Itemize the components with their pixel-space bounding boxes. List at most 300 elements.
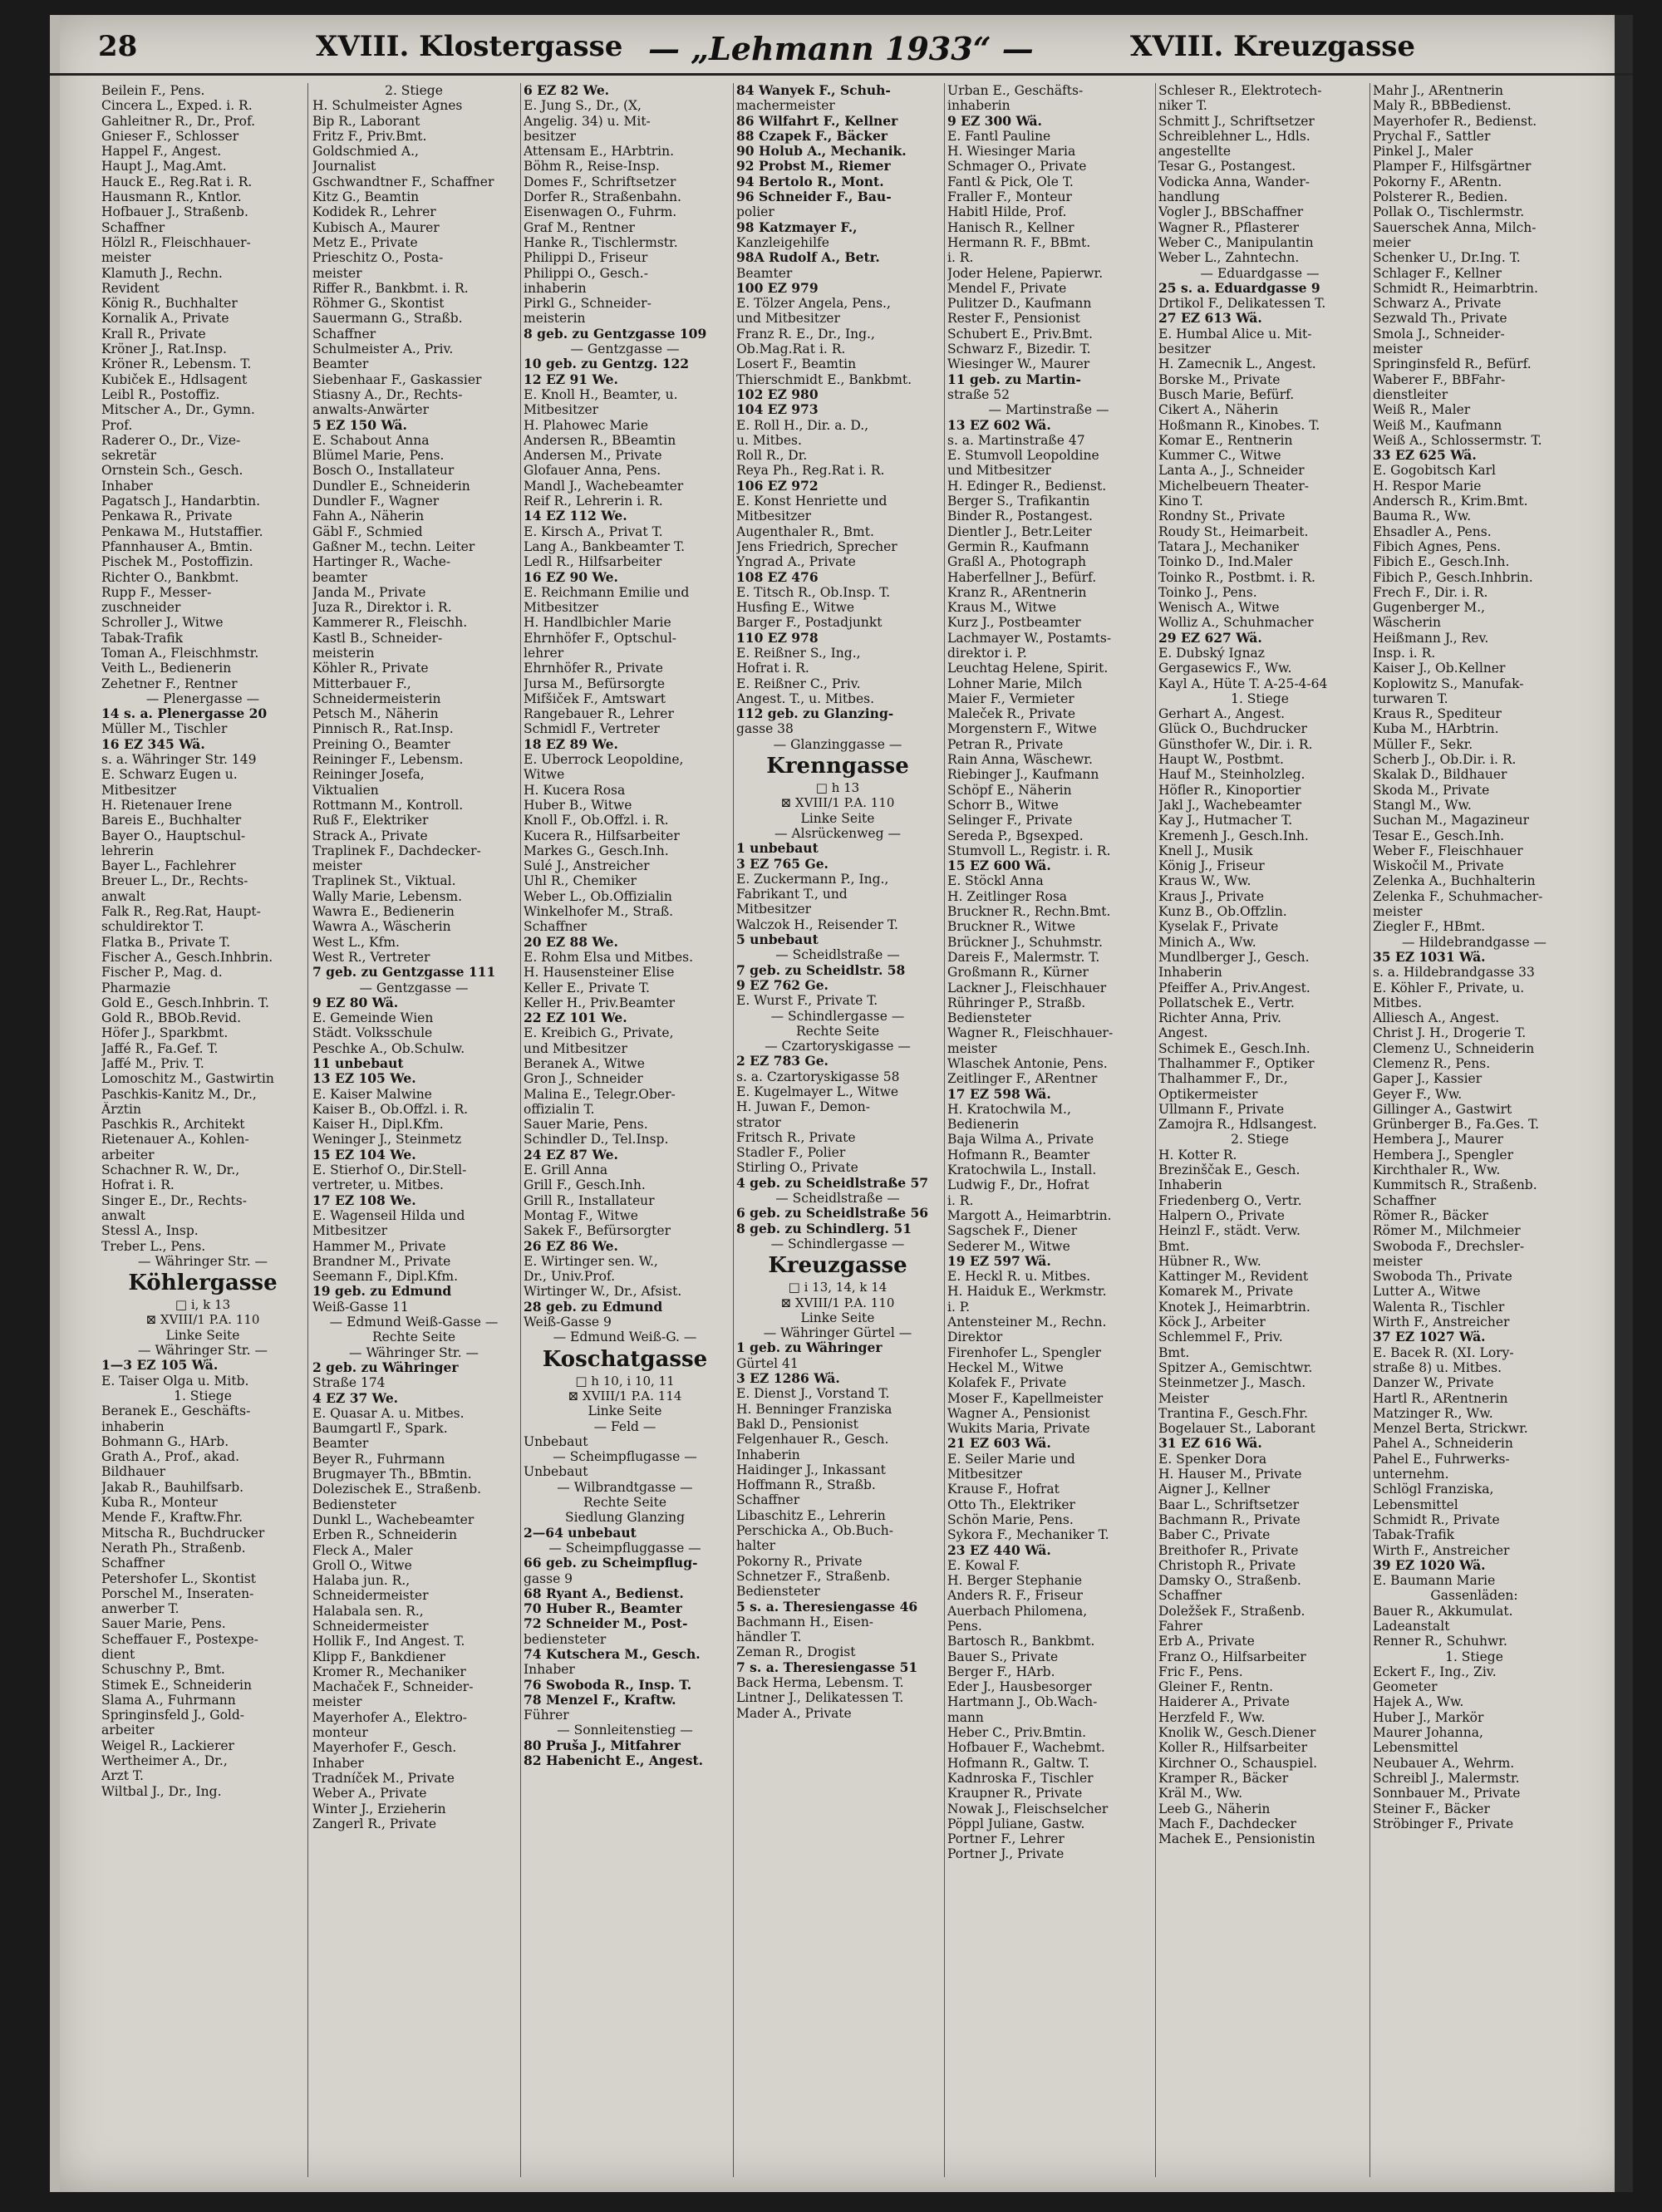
directory-entry: Hembera J., Spengler xyxy=(1373,1147,1514,1163)
directory-entry: Inhaberin xyxy=(1158,1177,1222,1193)
directory-entry: Kodidek R., Lehrer xyxy=(312,204,436,220)
directory-entry: ⊠ XVIII/1 P.A. 110 xyxy=(780,795,895,811)
directory-entry: Prychal F., Sattler xyxy=(1373,128,1491,144)
directory-entry: 29 EZ 627 Wä. xyxy=(1158,630,1262,646)
directory-entry: Firenhofer L., Spengler xyxy=(947,1344,1102,1360)
directory-entry: Lebensmittel xyxy=(1373,1497,1458,1512)
directory-entry: Schenker U., Dr.Ing. T. xyxy=(1373,250,1521,266)
directory-entry: polier xyxy=(736,204,774,220)
directory-entry: Komarek M., Private xyxy=(1158,1284,1294,1300)
directory-entry: Bauma R., Ww. xyxy=(1373,509,1472,524)
directory-entry: Huber B., Witwe xyxy=(524,797,632,813)
directory-entry: E. Reichmann Emilie und xyxy=(524,584,690,600)
directory-entry: Ledl R., Hilfsarbeiter xyxy=(524,554,662,570)
directory-entry: Günsthofer W., Dir. i. R. xyxy=(1158,736,1313,752)
directory-entry: Springinsfeld R., Befürf. xyxy=(1373,356,1532,372)
directory-entry: s. a. Hildebrandgasse 33 xyxy=(1373,965,1535,981)
directory-entry: Kino T. xyxy=(1158,494,1203,509)
directory-entry: Zeitlinger F., ARentner xyxy=(947,1071,1098,1087)
directory-entry: Schöpf E., Näherin xyxy=(947,782,1072,798)
directory-entry: E. Schabout Anna xyxy=(312,432,430,448)
directory-entry: Führer xyxy=(524,1708,569,1723)
directory-entry: Philippi O., Gesch.- xyxy=(524,265,648,281)
directory-entry: 6 geb. zu Scheidlstraße 56 xyxy=(736,1206,929,1222)
directory-entry: Rupp F., Messer- xyxy=(101,584,212,600)
directory-entry: Mitbesitzer xyxy=(312,1223,388,1239)
directory-entry: Fahn A., Näherin xyxy=(312,509,425,524)
directory-entry: Damsky O., Straßenb. xyxy=(1158,1573,1301,1589)
directory-entry: Schleser R., Elektrotech- xyxy=(1158,83,1322,98)
directory-entry: Mitbesitzer xyxy=(736,509,812,524)
directory-entry: Maly R., BBBedienst. xyxy=(1373,98,1512,114)
directory-entry: Wukits Maria, Private xyxy=(947,1421,1090,1437)
column-divider xyxy=(520,83,521,2177)
directory-entry: 94 Bertolo R., Mont. xyxy=(736,174,884,189)
directory-entry: 74 Kutschera M., Gesch. xyxy=(524,1646,701,1662)
directory-entry: Inhaber xyxy=(312,1755,364,1771)
directory-entry: Bareis E., Buchhalter xyxy=(101,813,242,828)
directory-entry: Joder Helene, Papierwr. xyxy=(947,265,1104,281)
directory-entry: Hofrat i. R. xyxy=(101,1177,175,1193)
directory-entry: Kratochwila L., Install. xyxy=(947,1163,1097,1178)
directory-entry: Germin R., Kaufmann xyxy=(947,538,1089,554)
directory-entry: besitzer xyxy=(524,128,576,144)
directory-entry: Brezinščak E., Gesch. xyxy=(1158,1163,1301,1178)
directory-entry: Stadler F., Polier xyxy=(736,1145,846,1161)
directory-entry: dient xyxy=(101,1646,135,1662)
directory-entry: lehrerin xyxy=(101,843,155,858)
directory-entry: Kucera R., Hilfsarbeiter xyxy=(524,828,680,843)
directory-entry: Weiß-Gasse 9 xyxy=(524,1315,612,1330)
directory-entry: 1. Stiege xyxy=(1231,691,1289,706)
directory-entry: Beamter xyxy=(312,356,369,372)
directory-entry: 15 EZ 104 We. xyxy=(312,1147,416,1163)
directory-entry: Eckert F., Ing., Ziv. xyxy=(1373,1664,1497,1679)
directory-entry: Erb A., Private xyxy=(1158,1634,1255,1649)
directory-entry: Lutter A., Witwe xyxy=(1373,1284,1481,1300)
directory-entry: Penkawa R., Private xyxy=(101,509,233,524)
directory-entry: Schlögl Franziska, xyxy=(1373,1482,1494,1497)
directory-entry: 98 Katzmayer F., xyxy=(736,219,858,235)
directory-entry: Kay J., Hutmacher T. xyxy=(1158,813,1293,828)
directory-entry: Maleček R., Private xyxy=(947,706,1076,722)
directory-entry: Schmitt J., Schriftsetzer xyxy=(1158,113,1315,129)
street-heading: Krenngasse xyxy=(766,754,909,779)
street-heading: Köhlergasse xyxy=(128,1271,278,1296)
directory-entry: Breuer L., Dr., Rechts- xyxy=(101,873,248,889)
directory-entry: Brugmayer Th., BBmtin. xyxy=(312,1467,472,1482)
directory-entry: Jaffé M., Priv. T. xyxy=(101,1056,204,1071)
directory-entry: Herzfeld F., Ww. xyxy=(1158,1709,1266,1725)
directory-entry: Andersen M., Private xyxy=(524,448,662,464)
directory-entry: s. a. Martinstraße 47 xyxy=(947,432,1085,448)
directory-entry: Hofbauer F., Wachebmt. xyxy=(947,1740,1105,1756)
header-left-title: XVIII. Klostergasse xyxy=(316,30,623,63)
directory-entry: Pahel E., Fuhrwerks- xyxy=(1373,1451,1510,1467)
directory-entry: Inhaber xyxy=(524,1662,575,1678)
column-divider xyxy=(944,83,945,2177)
directory-entry: 1. Stiege xyxy=(1445,1649,1503,1664)
directory-entry: Schmager O., Private xyxy=(947,159,1087,175)
directory-entry: E. Kugelmayer L., Witwe xyxy=(736,1084,899,1099)
directory-entry: Hammer M., Private xyxy=(312,1238,446,1254)
directory-entry: — Sonnleitenstieg — xyxy=(557,1723,693,1738)
directory-entry: Erben R., Schneiderin xyxy=(312,1527,458,1543)
directory-entry: Haupt W., Postbmt. xyxy=(1158,752,1284,768)
directory-entry: H. Kucera Rosa xyxy=(524,782,626,798)
directory-entry: Klipp F., Bankdiener xyxy=(312,1649,446,1664)
directory-entry: Losert F., Beamtin xyxy=(736,356,857,372)
directory-entry: Hoßmann R., Kinobes. T. xyxy=(1158,417,1320,433)
column-4 xyxy=(736,83,939,2177)
directory-entry: Berger S., Trafikantin xyxy=(947,494,1090,509)
directory-entry: meister xyxy=(312,265,362,281)
directory-entry: 76 Swoboda R., Insp. T. xyxy=(524,1677,692,1693)
directory-entry: bediensteter xyxy=(524,1631,607,1647)
directory-entry: Schaffner xyxy=(1373,1192,1437,1208)
directory-entry: Bediensteter xyxy=(736,1584,820,1600)
directory-entry: Unbebaut xyxy=(524,1464,588,1480)
directory-entry: Kayl A., Hüte T. A-25-4-64 xyxy=(1158,676,1328,691)
directory-entry: Sulé J., Anstreicher xyxy=(524,858,650,874)
directory-entry: Raderer O., Dr., Vize- xyxy=(101,432,241,448)
directory-entry: Angelig. 34) u. Mit- xyxy=(524,113,651,129)
directory-entry: Heber C., Priv.Bmtin. xyxy=(947,1725,1087,1741)
directory-entry: 14 s. a. Plenergasse 20 xyxy=(101,706,268,722)
directory-entry: Fischer P., Mag. d. xyxy=(101,965,223,981)
directory-entry: — Scheidlstraße — xyxy=(775,1191,900,1207)
directory-entry: Angest. xyxy=(1158,1025,1208,1041)
directory-entry: Sauerschek Anna, Milch- xyxy=(1373,219,1537,235)
directory-entry: Weiß A., Schlossermstr. T. xyxy=(1373,432,1542,448)
directory-entry: 23 EZ 440 Wä. xyxy=(947,1542,1051,1558)
directory-entry: gasse 9 xyxy=(524,1571,573,1586)
directory-entry: Linke Seite xyxy=(588,1403,662,1419)
directory-entry: E. Heckl R. u. Mitbes. xyxy=(947,1269,1091,1285)
directory-entry: — Währinger Str. — xyxy=(349,1344,479,1360)
directory-entry: 11 unbebaut xyxy=(312,1056,404,1071)
directory-entry: — Edmund Weiß-Gasse — xyxy=(329,1315,499,1330)
directory-entry: 90 Holub A., Mechanik. xyxy=(736,144,907,160)
directory-entry: 8 geb. zu Gentzgasse 109 xyxy=(524,326,707,342)
directory-entry: E. Humbal Alice u. Mit- xyxy=(1158,326,1312,342)
directory-entry: Lebensmittel xyxy=(1373,1740,1458,1756)
header-center-title: — „Lehmann 1933“ — xyxy=(648,30,1034,67)
directory-entry: H. Zamecnik L., Angest. xyxy=(1158,356,1316,372)
directory-entry: und Mitbesitzer xyxy=(736,311,840,327)
directory-entry: Mende F., Kraftw.Fhr. xyxy=(101,1510,243,1526)
directory-entry: 28 geb. zu Edmund xyxy=(524,1299,663,1315)
directory-entry: Markes G., Gesch.Inh. xyxy=(524,843,669,858)
directory-entry: Malina E., Telegr.Ober- xyxy=(524,1086,676,1102)
directory-entry: Wawra A., Wäscherin xyxy=(312,919,451,935)
directory-entry: Hembera J., Maurer xyxy=(1373,1132,1503,1148)
directory-entry: H. Kotter R. xyxy=(1158,1147,1237,1163)
directory-entry: schuldirektor T. xyxy=(101,919,204,935)
directory-entry: Tesar G., Postangest. xyxy=(1158,159,1296,175)
directory-entry: Weiß-Gasse 11 xyxy=(312,1299,409,1315)
directory-entry: 13 EZ 602 Wä. xyxy=(947,417,1051,433)
directory-entry: Toinko R., Postbmt. i. R. xyxy=(1158,569,1315,585)
directory-entry: — Edmund Weiß-G. — xyxy=(553,1330,697,1345)
directory-entry: Rietenauer A., Kohlen- xyxy=(101,1132,249,1148)
directory-entry: Keller H., Priv.Beamter xyxy=(524,995,676,1010)
directory-entry: Auerbach Philomena, xyxy=(947,1603,1088,1619)
directory-entry: Mifšiček F., Amtswart xyxy=(524,691,666,706)
directory-entry: beamter xyxy=(312,569,367,585)
directory-entry: 72 Schneider M., Post- xyxy=(524,1616,688,1632)
directory-entry: strator xyxy=(736,1114,781,1130)
directory-entry: Richter O., Bankbmt. xyxy=(101,569,239,585)
directory-entry: H. Schulmeister Agnes xyxy=(312,98,463,114)
directory-entry: 78 Menzel F., Kraftw. xyxy=(524,1692,676,1708)
directory-entry: Hoffmann R., Straßb. xyxy=(736,1477,876,1493)
directory-entry: Kaiser B., Ob.Offzl. i. R. xyxy=(312,1101,469,1117)
directory-entry: E. Stierhof O., Dir.Stell- xyxy=(312,1163,467,1178)
directory-entry: Springinsfeld J., Gold- xyxy=(101,1708,245,1723)
directory-entry: Köhler R., Private xyxy=(312,661,429,676)
directory-entry: Jakl J., Wachebeamter xyxy=(1158,797,1302,813)
directory-entry: Strack A., Private xyxy=(312,828,428,843)
directory-entry: Fahrer xyxy=(1158,1618,1202,1634)
directory-entry: Happel F., Angest. xyxy=(101,144,222,160)
directory-entry: Schubert E., Priv.Bmt. xyxy=(947,326,1093,342)
directory-entry: Schneidermeister xyxy=(312,1618,429,1634)
directory-entry: Pirkl G., Schneider- xyxy=(524,296,652,312)
directory-entry: Ullmann F., Private xyxy=(1158,1101,1285,1117)
directory-entry: Lintner J., Delikatessen T. xyxy=(736,1690,904,1706)
directory-entry: 106 EZ 972 xyxy=(736,478,819,494)
directory-entry: Felgenhauer R., Gesch. xyxy=(736,1432,889,1448)
directory-entry: Wally Marie, Lebensm. xyxy=(312,888,463,904)
directory-entry: unternehm. xyxy=(1373,1467,1449,1482)
directory-entry: 4 geb. zu Scheidlstraße 57 xyxy=(736,1175,929,1191)
directory-entry: Rottmann M., Kontroll. xyxy=(312,797,464,813)
directory-entry: Grath A., Prof., akad. xyxy=(101,1449,240,1465)
directory-entry: Röhmer G., Skontist xyxy=(312,296,445,312)
directory-entry: Schachner R. W., Dr., xyxy=(101,1163,240,1178)
directory-entry: Hanke R., Tischlermstr. xyxy=(524,234,678,250)
directory-entry: Mandl J., Wachebeamter xyxy=(524,478,684,494)
directory-entry: — Währinger Str. — xyxy=(138,1343,268,1359)
directory-entry: Viktualien xyxy=(312,782,379,798)
directory-entry: Penkawa M., Hutstaffier. xyxy=(101,524,263,539)
directory-entry: Singer E., Dr., Rechts- xyxy=(101,1192,247,1208)
directory-entry: Graßl A., Photograph xyxy=(947,554,1087,570)
directory-entry: Kitz G., Beamtin xyxy=(312,189,420,205)
directory-entry: Suchan M., Magazineur xyxy=(1373,813,1530,828)
directory-entry: Straße 174 xyxy=(312,1375,386,1391)
directory-entry: s. a. Czartoryskigasse 58 xyxy=(736,1069,900,1084)
directory-entry: Haidinger J., Inkassant xyxy=(736,1462,886,1477)
directory-entry: Sauermann G., Straßb. xyxy=(312,311,463,327)
directory-entry: — Czartoryskigasse — xyxy=(765,1039,911,1054)
directory-entry: 2—64 unbebaut xyxy=(524,1525,637,1541)
directory-entry: Veith L., Bedienerin xyxy=(101,661,232,676)
directory-entry: machermeister xyxy=(736,98,835,114)
directory-entry: Schneidermeister xyxy=(312,1588,429,1604)
directory-entry: Libaschitz E., Lehrerin xyxy=(736,1507,886,1523)
directory-entry: Winkelhofer M., Straß. xyxy=(524,904,674,920)
directory-entry: Inhaberin xyxy=(736,1447,800,1462)
directory-entry: Fibich E., Gesch.Inh. xyxy=(1373,554,1510,570)
directory-entry: Bip R., Laborant xyxy=(312,113,420,129)
directory-entry: — Hildebrandgasse — xyxy=(1401,934,1547,950)
directory-entry: Pollak O., Tischlermstr. xyxy=(1373,204,1525,220)
directory-entry: händler T. xyxy=(736,1630,802,1645)
directory-entry: 104 EZ 973 xyxy=(736,402,819,418)
directory-entry: Pollatschek E., Vertr. xyxy=(1158,995,1295,1010)
directory-entry: Wäscherin xyxy=(1373,615,1441,631)
directory-entry: Knoll F., Ob.Offzl. i. R. xyxy=(524,813,669,828)
directory-entry: Danzer W., Private xyxy=(1373,1375,1494,1391)
directory-entry: West L., Kfm. xyxy=(312,934,400,950)
directory-entry: Jaffé R., Fa.Gef. T. xyxy=(101,1040,219,1056)
directory-entry: Baar L., Schriftsetzer xyxy=(1158,1497,1300,1512)
directory-entry: niker T. xyxy=(1158,98,1207,114)
directory-entry: meister xyxy=(312,858,362,874)
directory-entry: — Schindlergasse — xyxy=(770,1236,905,1251)
directory-entry: Trantina F., Gesch.Fhr. xyxy=(1158,1405,1308,1421)
directory-entry: handlung xyxy=(1158,189,1220,205)
directory-entry: Höfer J., Sparkbmt. xyxy=(101,1025,229,1041)
directory-entry: 2 geb. zu Währinger xyxy=(312,1359,459,1375)
directory-entry: sekretär xyxy=(101,448,156,464)
directory-entry: E. Spenker Dora xyxy=(1158,1451,1267,1467)
directory-entry: Schaffner xyxy=(312,326,376,342)
directory-entry: Franz O., Hilfsarbeiter xyxy=(1158,1649,1306,1664)
directory-entry: E. Dubský Ignaz xyxy=(1158,645,1265,661)
directory-entry: 14 EZ 112 We. xyxy=(524,509,627,524)
directory-entry: H. Plahowec Marie xyxy=(524,417,649,433)
directory-entry: Berger F., HArb. xyxy=(947,1664,1055,1679)
directory-entry: 5 unbebaut xyxy=(736,932,819,948)
directory-entry: 5 s. a. Theresiengasse 46 xyxy=(736,1599,918,1615)
directory-entry: H. Berger Stephanie xyxy=(947,1573,1083,1589)
directory-entry: Gäbl F., Schmied xyxy=(312,524,423,539)
directory-entry: 20 EZ 88 We. xyxy=(524,934,618,950)
directory-entry: monteur xyxy=(312,1725,368,1741)
directory-entry: Mayerhofer F., Gesch. xyxy=(312,1740,457,1756)
directory-entry: Zelenka A., Buchhalterin xyxy=(1373,873,1536,889)
directory-entry: Wertheimer A., Dr., xyxy=(101,1753,228,1769)
directory-entry: Gerhart A., Angest. xyxy=(1158,706,1286,722)
directory-entry: Kaiser H., Dipl.Kfm. xyxy=(312,1117,444,1133)
directory-entry: Städt. Volksschule xyxy=(312,1025,433,1041)
directory-entry: E. Zuckermann P., Ing., xyxy=(736,871,889,887)
directory-entry: Heckel M., Witwe xyxy=(947,1359,1064,1375)
directory-entry: E. Reißner C., Priv. xyxy=(736,676,861,691)
directory-entry: Seemann F., Dipl.Kfm. xyxy=(312,1269,459,1285)
directory-entry: Kadnroska F., Tischler xyxy=(947,1770,1094,1786)
directory-entry: turwaren T. xyxy=(1373,691,1448,706)
directory-entry: — Wilbrandtgasse — xyxy=(557,1479,693,1495)
directory-entry: Direktor xyxy=(947,1330,1003,1345)
directory-entry: 108 EZ 476 xyxy=(736,569,819,585)
directory-entry: Lohner Marie, Milch xyxy=(947,676,1083,691)
directory-entry: Klamuth J., Rechn. xyxy=(101,265,223,281)
directory-entry: □ i 13, 14, k 14 xyxy=(788,1280,888,1295)
directory-entry: Schlemmel F., Priv. xyxy=(1158,1330,1283,1345)
directory-entry: Falk R., Reg.Rat, Haupt- xyxy=(101,904,261,920)
directory-entry: E. Roll H., Dir. a. D., xyxy=(736,417,869,433)
directory-entry: Brückner J., Schuhmstr. xyxy=(947,934,1103,950)
directory-entry: Großmann R., Kürner xyxy=(947,965,1089,981)
directory-entry: Glofauer Anna, Pens. xyxy=(524,463,661,479)
directory-entry: Machaček F., Schneider- xyxy=(312,1679,474,1695)
page-right-edge xyxy=(1615,15,1633,2192)
directory-entry: Thalhammer F., Optiker xyxy=(1158,1056,1315,1071)
directory-entry: Bedienerin xyxy=(947,1117,1020,1133)
directory-entry: ⊠ XVIII/1 P.A. 114 xyxy=(568,1388,682,1403)
column-2 xyxy=(312,83,515,2177)
directory-entry: Beamter xyxy=(312,1436,369,1452)
directory-entry: 35 EZ 1031 Wä. xyxy=(1373,949,1486,965)
directory-entry: Kirchthaler R., Ww. xyxy=(1373,1163,1501,1178)
directory-entry: Richter Anna, Priv. xyxy=(1158,1010,1281,1026)
directory-entry: E. Kowal F. xyxy=(947,1557,1020,1573)
directory-entry: Eisenwagen O., Fuhrm. xyxy=(524,204,677,220)
directory-entry: 16 EZ 345 Wä. xyxy=(101,736,205,752)
directory-entry: anwerber T. xyxy=(101,1601,179,1617)
directory-entry: 92 Probst M., Riemer xyxy=(736,159,891,175)
directory-entry: — Glanzinggasse — xyxy=(773,736,902,752)
directory-entry: Leibl R., Postoffiz. xyxy=(101,386,220,402)
directory-entry: □ i, k 13 xyxy=(175,1297,231,1313)
directory-entry: Steinmetzer J., Masch. xyxy=(1158,1375,1306,1391)
directory-entry: Schaffner xyxy=(1158,1588,1222,1604)
directory-entry: Graf M., Rentner xyxy=(524,219,635,235)
directory-entry: Gaßner M., techn. Leiter xyxy=(312,538,475,554)
directory-entry: Geyer F., Ww. xyxy=(1373,1086,1463,1102)
directory-entry: West R., Vertreter xyxy=(312,949,430,965)
directory-entry: Hauf M., Steinholzleg. xyxy=(1158,767,1306,783)
directory-entry: Bediensteter xyxy=(312,1497,396,1512)
directory-entry: H. Rietenauer Irene xyxy=(101,797,233,813)
directory-entry: inhaberin xyxy=(947,98,1010,114)
directory-entry: Reininger Josefa, xyxy=(312,767,425,783)
directory-entry: Leeb G., Näherin xyxy=(1158,1801,1271,1816)
directory-entry: Christoph R., Private xyxy=(1158,1557,1296,1573)
directory-entry: □ h 13 xyxy=(815,780,860,796)
directory-entry: Nerath Ph., Straßenb. xyxy=(101,1540,246,1556)
directory-entry: Pulitzer D., Kaufmann xyxy=(947,296,1092,312)
directory-entry: Kyselak F., Private xyxy=(1158,919,1279,935)
directory-entry: E. Kirsch A., Privat T. xyxy=(524,524,663,539)
directory-entry: E. Gemeinde Wien xyxy=(312,1010,434,1026)
directory-entry: meister xyxy=(101,250,151,266)
directory-entry: Beyer R., Fuhrmann xyxy=(312,1451,445,1467)
directory-entry: Sagschek F., Diener xyxy=(947,1223,1078,1239)
column-divider xyxy=(1155,83,1156,2177)
directory-entry: Dientler J., Betr.Leiter xyxy=(947,524,1092,539)
directory-entry: ⊠ XVIII/1 P.A. 110 xyxy=(145,1312,260,1328)
directory-entry: zuschneider xyxy=(101,600,181,616)
directory-entry: — Schindlergasse — xyxy=(770,1008,905,1024)
directory-entry: Sykora F., Mechaniker T. xyxy=(947,1527,1109,1543)
directory-entry: Kirchner O., Schauspiel. xyxy=(1158,1755,1318,1771)
directory-entry: Jakab R., Bauhilfsarb. xyxy=(101,1479,244,1495)
directory-entry: Weber L., Ob.Offizialin xyxy=(524,888,672,904)
directory-entry: H. Benninger Franziska xyxy=(736,1401,892,1417)
directory-entry: Knell J., Musik xyxy=(1158,843,1253,858)
directory-entry: Siedlung Glanzing xyxy=(564,1510,686,1526)
directory-entry: inhaberin xyxy=(524,280,587,296)
directory-entry: Sauer Marie, Pens. xyxy=(101,1616,226,1632)
directory-entry: Domes F., Schriftsetzer xyxy=(524,174,676,189)
directory-entry: Kraus W., Ww. xyxy=(1158,873,1251,889)
directory-entry: Hübner R., Ww. xyxy=(1158,1253,1261,1269)
